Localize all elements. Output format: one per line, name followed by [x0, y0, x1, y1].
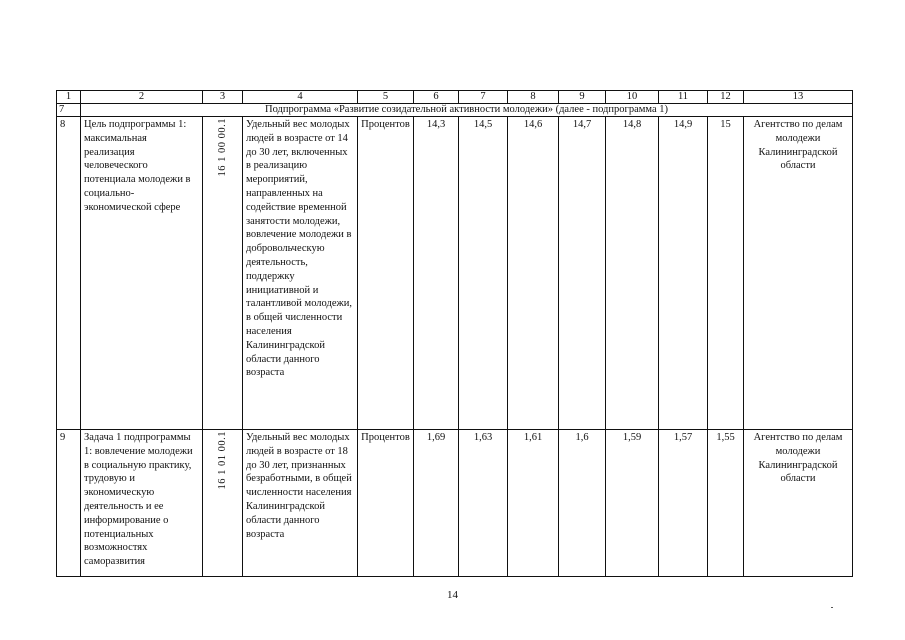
value-cell: 14,3: [414, 117, 459, 430]
agency: Агентство по делам молодежи Калининградской области: [744, 430, 853, 577]
subprogram-title: Подпрограмма «Развитие созидательной активности молодежи» (далее - подпрограмма 1): [81, 104, 853, 117]
column-number: 3: [203, 91, 243, 104]
column-number: 10: [606, 91, 659, 104]
column-number: 5: [358, 91, 414, 104]
unit: Процентов: [358, 430, 414, 577]
column-number: 7: [459, 91, 508, 104]
table-row: [57, 117, 853, 430]
row-number: 8: [57, 117, 81, 430]
value-cell: 1,6: [559, 430, 606, 577]
value-cell: 14,9: [659, 117, 708, 430]
column-number: 2: [81, 91, 203, 104]
subprogram-number: 7: [57, 104, 81, 117]
unit: Процентов: [358, 117, 414, 430]
value-cell: 1,57: [659, 430, 708, 577]
column-number: 8: [508, 91, 559, 104]
indicators-table: [56, 90, 853, 577]
value-cell: 1,61: [508, 430, 559, 577]
column-number: 1: [57, 91, 81, 104]
value-cell: 14,5: [459, 117, 508, 430]
task-name: Задача 1 подпрограммы 1: вовлечение молодежи в социальную практику, трудовую и экономическую деятельность и ее информирование о потенциальных возможностях саморазвития: [81, 430, 203, 577]
indicator-text: Удельный вес молодых людей в возрасте от 18 до 30 лет, признанных безработными, в общей численности населения Калининградской области данного возраста: [243, 430, 358, 577]
column-number: 13: [744, 91, 853, 104]
budget-code-cell: [203, 117, 243, 430]
column-number-row: [57, 91, 853, 104]
budget-code-cell: [203, 430, 243, 577]
value-cell: 1,55: [708, 430, 744, 577]
scan-speck: [831, 607, 833, 608]
column-number: 4: [243, 91, 358, 104]
column-number: 12: [708, 91, 744, 104]
value-cell: 1,69: [414, 430, 459, 577]
value-cell: 1,59: [606, 430, 659, 577]
goal-name: Цель подпрограммы 1: максимальная реализация человеческого потенциала молодежи в социально-экономической сфере: [81, 117, 203, 430]
column-number: 11: [659, 91, 708, 104]
table-row: [57, 430, 853, 577]
agency: Агентство по делам молодежи Калининградской области: [744, 117, 853, 430]
page-number: 14: [447, 589, 458, 601]
subprogram-row: [57, 104, 853, 117]
column-number: 9: [559, 91, 606, 104]
budget-code: 16 1 01 00.1: [216, 431, 228, 490]
value-cell: 14,7: [559, 117, 606, 430]
column-number: 6: [414, 91, 459, 104]
budget-code: 16 1 00 00.1: [216, 118, 228, 177]
value-cell: 15: [708, 117, 744, 430]
value-cell: 14,8: [606, 117, 659, 430]
value-cell: 14,6: [508, 117, 559, 430]
value-cell: 1,63: [459, 430, 508, 577]
indicator-text: Удельный вес молодых людей в возрасте от 14 до 30 лет, включенных в реализацию мероприятий, направленных на содействие временной занятости молодежи, вовлечение молодежи в добровольческую деятельность, поддержку инициативной и талантливой молодежи, в общей численности населения Калининградской области данного возраста: [243, 117, 358, 430]
row-number: 9: [57, 430, 81, 577]
